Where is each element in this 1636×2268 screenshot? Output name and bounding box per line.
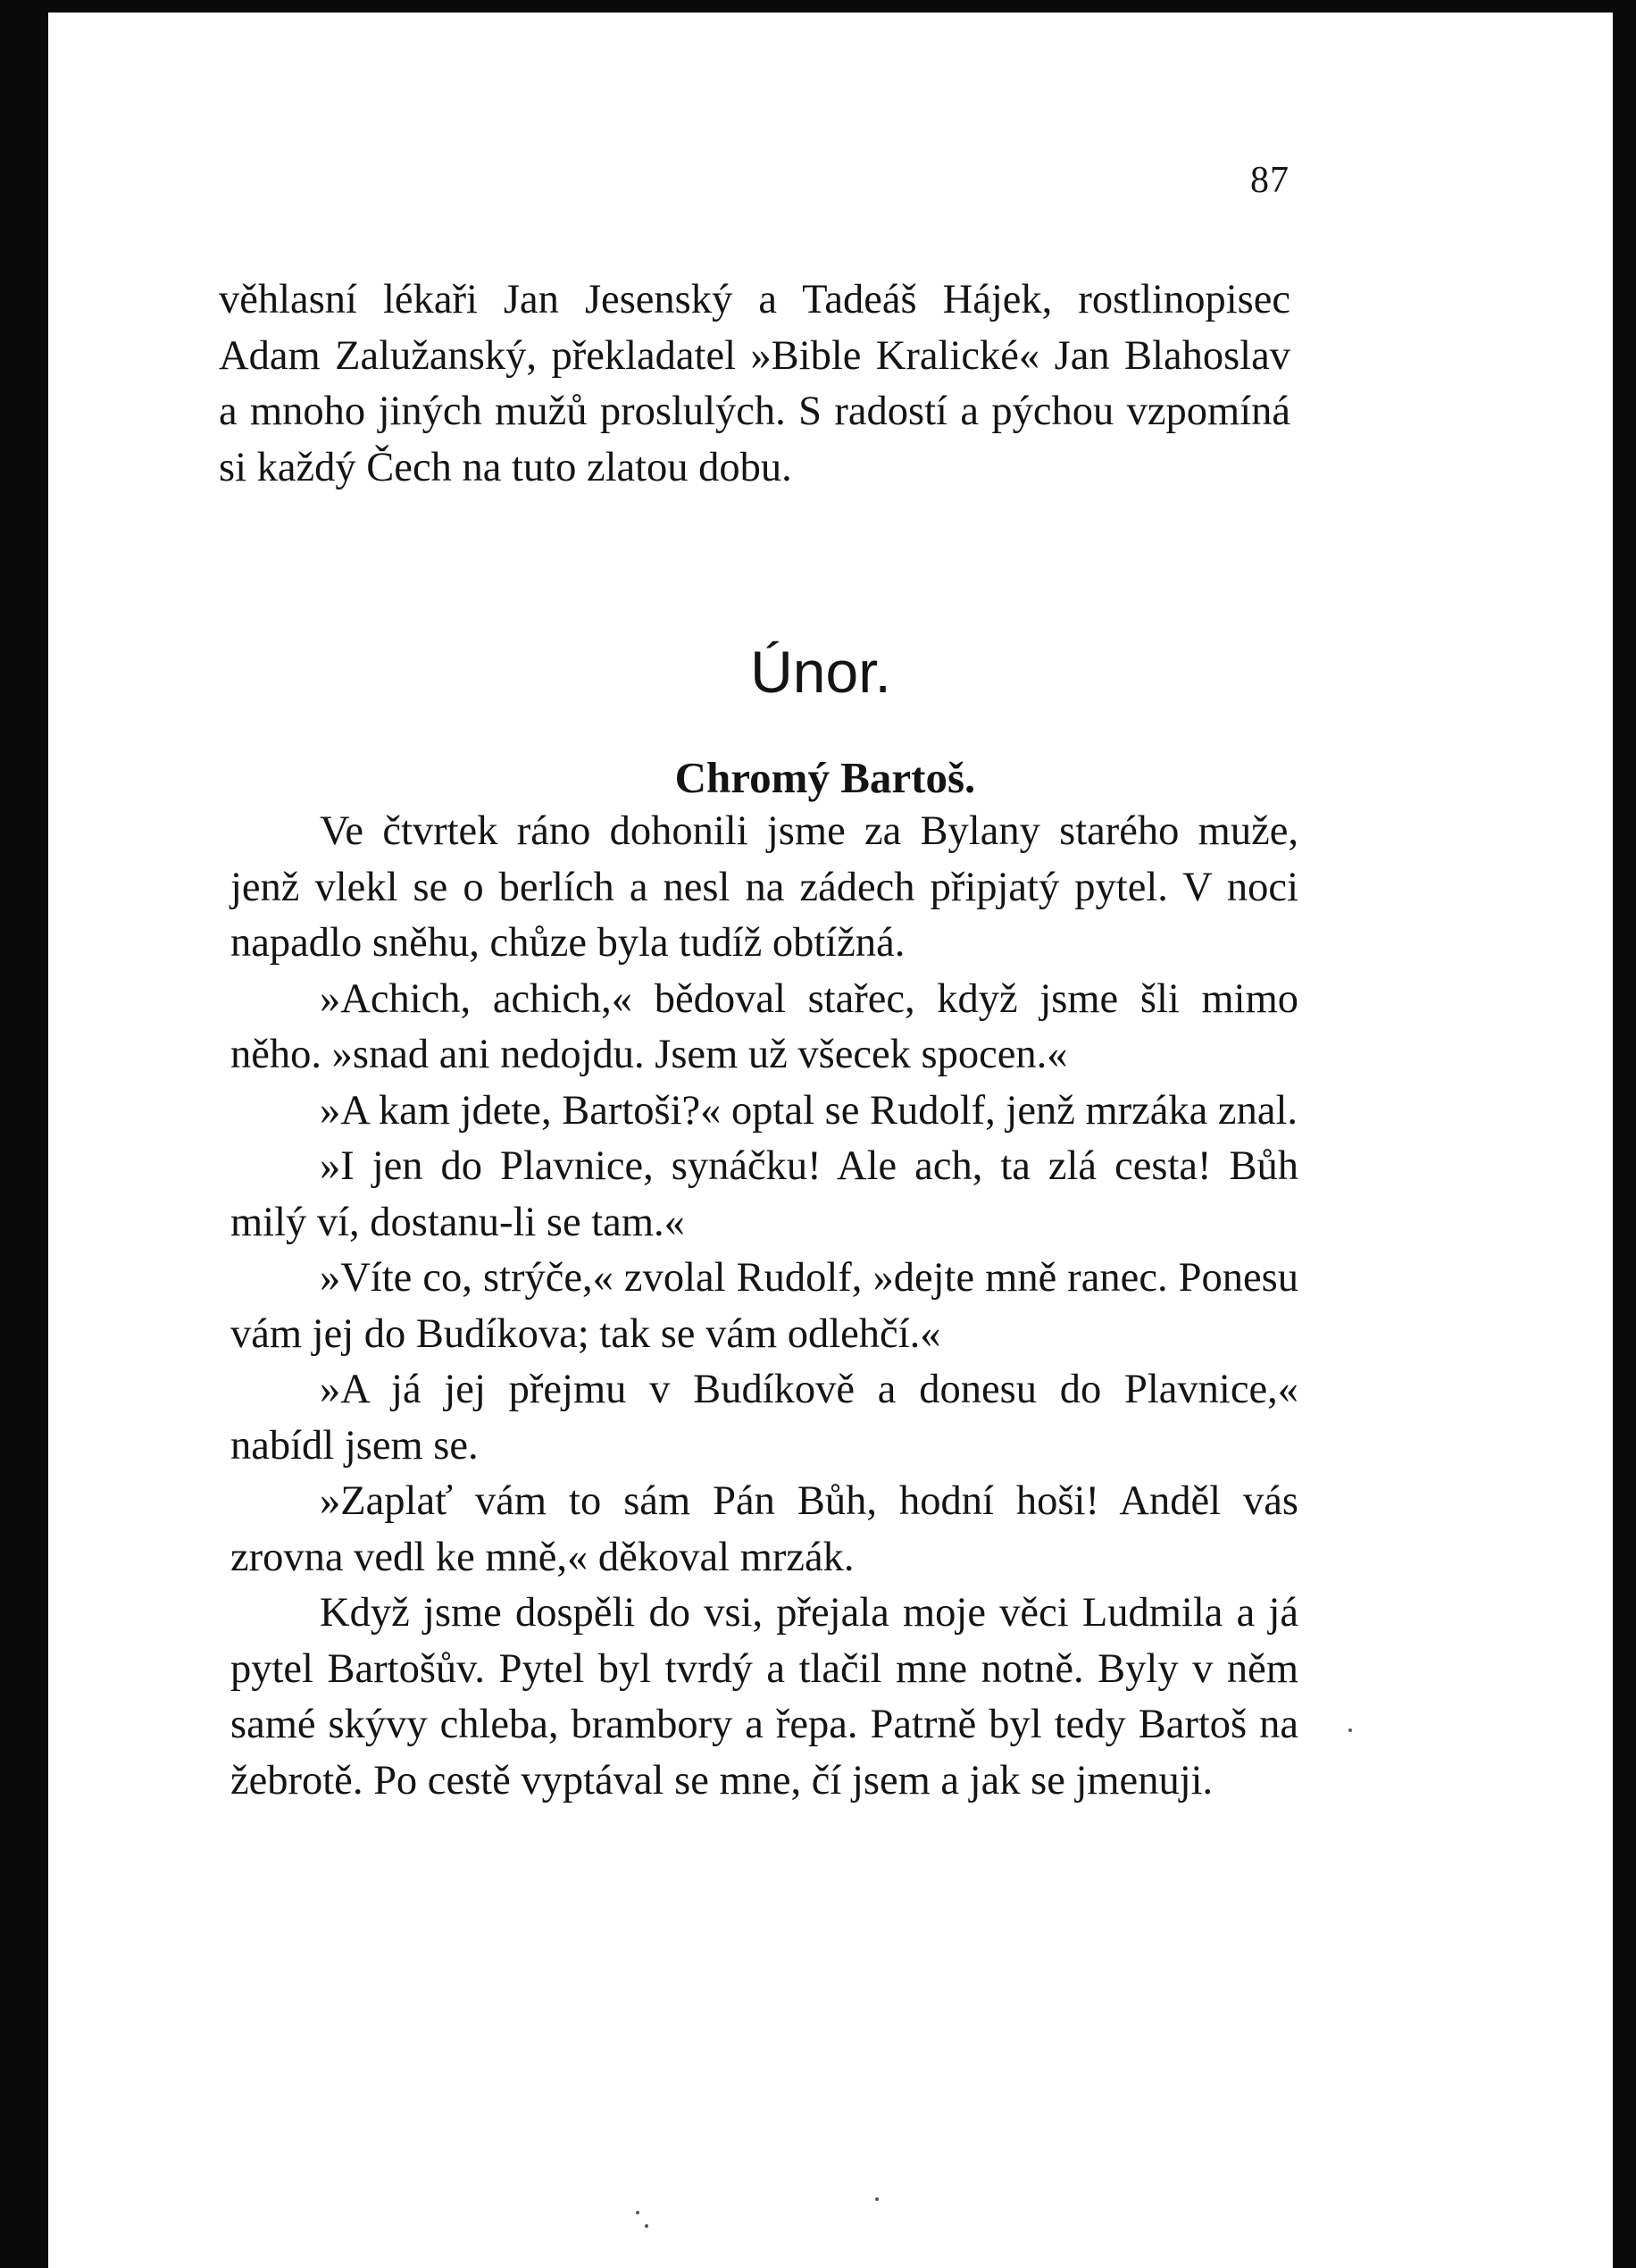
- print-speck: [875, 2197, 879, 2201]
- opening-text-block: [219, 272, 1290, 496]
- month-heading: Únor.: [750, 639, 891, 706]
- paragraph: »A kam jdete, Bartoši?« optal se Rudolf, jenž mrzáka znal.: [320, 1087, 1298, 1134]
- scan-border-top: [0, 0, 1636, 13]
- scan-border-left: [0, 0, 48, 2268]
- page-number: 87: [1250, 160, 1290, 201]
- chapter-heading: Chromý Bartoš.: [674, 752, 976, 802]
- print-speck: [636, 2211, 639, 2214]
- scan-border-right: [1613, 0, 1636, 2268]
- paragraph: »Achich, achich,« bědoval stařec, když jsme šli mimo něho. »snad ani nedojdu. Jsem už všecek spocen.«: [230, 975, 1298, 1077]
- paragraph: »A já jej přejmu v Budíkově a donesu do Plavnice,« nabídl jsem se.: [230, 1367, 1298, 1469]
- paragraph: Ve čtvrtek ráno dohonili jsme za Bylany starého muže, jenž vlekl se o berlích a nesl na zádech připjatý pytel. V noci napadlo sněhu, chůze byla tudíž obtížná.: [230, 808, 1298, 966]
- paragraph: Když jsme dospěli do vsi, přejala moje věci Ludmila a já pytel Bartošův. Pytel byl tvrdý a tlačil mne notně. Byly v něm samé skývy chleba, brambory a řepa. Patrně byl tedy Bartoš na žebrotě. Po cestě vyptával se mne, čí jsem a jak se jmenuji.: [230, 1590, 1298, 1804]
- paragraph: »Zaplať vám to sám Pán Bůh, hodní hoši! Anděl vás zrovna vedl ke mně,« děkoval mrzák.: [230, 1478, 1298, 1580]
- opening-paragraph: věhlasní lékaři Jan Jesenský a Tadeáš Hájek, rostlinopisec Adam Zalužanský, překladatel »Bible Kralické« Jan Blahoslav a mnoho jiných mužů proslulých. S radostí a pýchou vzpomíná si každý Čech na tuto zlatou dobu.: [219, 277, 1290, 490]
- paragraph: »I jen do Plavnice, synáčku! Ale ach, ta zlá cesta! Bůh milý ví, dostanu-li se tam.«: [230, 1143, 1298, 1245]
- paragraph: »Víte co, strýče,« zvolal Rudolf, »dejte mně ranec. Ponesu vám jej do Budíkova; tak se vám odlehčí.«: [230, 1255, 1298, 1357]
- print-speck: [645, 2224, 648, 2228]
- chapter-body: [230, 804, 1298, 1809]
- print-speck: [1348, 1728, 1352, 1732]
